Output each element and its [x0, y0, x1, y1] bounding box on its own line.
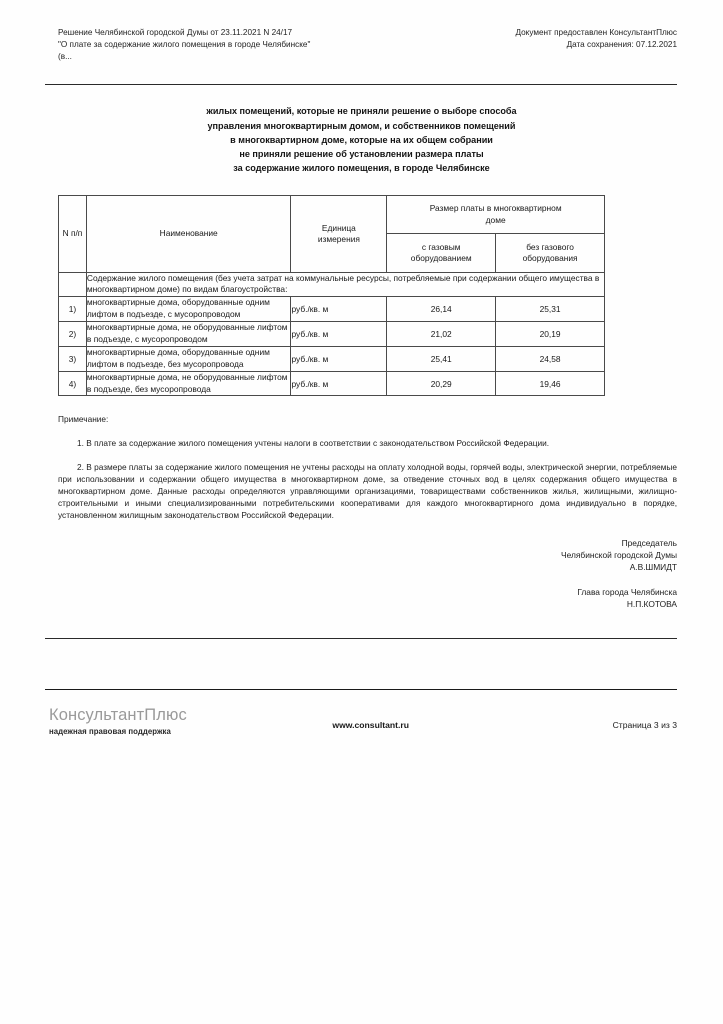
- note-item: 1. В плате за содержание жилого помещения учтены налоги в соответствии с законодательством Российской Федерации.: [77, 438, 550, 449]
- page-title-line-4: не приняли решение об установлении размера платы: [239, 149, 484, 160]
- table-description-row: [59, 272, 605, 296]
- table-cell-name: многоквартирные дома, не оборудованные лифтом в подъезде, без мусоропровода: [86, 371, 291, 396]
- table-cell-with-gas: 21,02: [387, 321, 496, 346]
- signature-role: Глава города Челябинска: [577, 587, 677, 598]
- header-divider: [45, 84, 677, 85]
- table-cell-with-gas: 25,41: [387, 346, 496, 371]
- table-cell-with-gas: 26,14: [387, 297, 496, 322]
- table-cell-without-gas: 25,31: [496, 297, 605, 322]
- table-header-without-gas-line-2: оборудования: [522, 253, 578, 264]
- table-cell-number: 1): [59, 297, 87, 322]
- table-header-with-gas-line-1: с газовым: [421, 241, 461, 252]
- table-header-rate-group: [387, 195, 605, 234]
- table-header-number: N п/п: [59, 195, 87, 272]
- document-footer: [0, 690, 723, 735]
- table-row: [59, 297, 605, 322]
- table-cell-name: многоквартирные дома, оборудованные одним лифтом в подъезде, с мусоропроводом: [86, 297, 291, 322]
- header-reference-line-3: (в...: [58, 52, 72, 62]
- table-cell-without-gas: 19,46: [496, 371, 605, 396]
- rates-table: [58, 195, 605, 397]
- page-title: [0, 104, 723, 175]
- table-header-unit: [291, 195, 387, 272]
- table-cell-with-gas: 20,29: [387, 371, 496, 396]
- table-cell-name: многоквартирные дома, не оборудованные лифтом в подъезде, с мусоропроводом: [86, 321, 291, 346]
- table-header-without-gas-line-1: без газового: [526, 241, 574, 252]
- table-header-without-gas: [496, 234, 605, 273]
- brand-tagline: надежная правовая поддержка: [49, 726, 171, 736]
- signature-mayor: [0, 586, 677, 610]
- footer-divider-upper: [45, 638, 677, 639]
- table-cell-name: многоквартирные дома, оборудованные одним лифтом в подъезде, без мусоропровода: [86, 346, 291, 371]
- table-header-name: Наименование: [86, 195, 291, 272]
- signature-name: Н.П.КОТОВА: [626, 599, 677, 610]
- table-cell-without-gas: 20,19: [496, 321, 605, 346]
- header-document-reference: [58, 27, 310, 63]
- table-row: [59, 371, 605, 396]
- table-header-unit-line-1: Единица: [321, 222, 356, 233]
- table-cell-unit: руб./кв. м: [291, 297, 387, 322]
- rates-table-container: [0, 176, 723, 397]
- signature-chairman: [0, 537, 677, 573]
- header-provided-by: Документ предоставлен КонсультантПлюс: [515, 28, 677, 37]
- table-row: [59, 346, 605, 371]
- table-row: [59, 321, 605, 346]
- header-provider-info: [515, 27, 677, 51]
- table-header-rate-group-line-2: доме: [485, 214, 506, 225]
- signature-role: Председатель: [621, 537, 677, 548]
- table-cell-without-gas: 24,58: [496, 346, 605, 371]
- table-cell-number: 4): [59, 371, 87, 396]
- page-title-line-3: в многоквартирном доме, которые на их общем собрании: [230, 134, 493, 145]
- page-title-line-2: управления многоквартирным домом, и собственников помещений: [207, 120, 516, 131]
- notes-label: Примечание:: [58, 414, 109, 425]
- footer-page-number: Страница 3 из 3: [612, 720, 677, 731]
- note-item: 2. В размере платы за содержание жилого помещения не учтены расходы на оплату холодной воды, горячей воды, электрической энергии, потребляемые при использовании и содержании общего имущества в многоквартирном доме, за отведение сточных вод в целях содержания общего имущества в многоквартирном доме. Данные расходы определяются управляющими организациями, товариществами собственников жилья, жилищными, жилищно-строительными и иными специализированными потребительскими кооперативами для каждого многоквартирного дома индивидуально в порядке, установленном жилищным законодательством Российской Федерации.: [58, 462, 677, 520]
- table-cell-unit: руб./кв. м: [291, 371, 387, 396]
- signature-org: Челябинской городской Думы: [561, 549, 677, 560]
- table-cell-number: 3): [59, 346, 87, 371]
- notes-section: [0, 396, 723, 521]
- table-header-with-gas-line-2: оборудованием: [410, 253, 472, 264]
- table-cell-number: 2): [59, 321, 87, 346]
- table-cell-unit: руб./кв. м: [291, 321, 387, 346]
- header-reference-line-2: "О плате за содержание жилого помещения в городе Челябинске": [58, 40, 311, 50]
- table-header-rate-group-line-1: Размер платы в многоквартирном: [429, 203, 562, 214]
- table-description-number-cell: [59, 272, 87, 296]
- header-reference-line-1: Решение Челябинской городской Думы от 23.11.2021 N 24/17: [58, 28, 293, 37]
- signature-block: [0, 522, 723, 610]
- table-header-unit-line-2: измерения: [317, 233, 360, 244]
- document-header: [0, 0, 723, 63]
- signature-name: А.В.ШМИДТ: [629, 561, 677, 572]
- brand-name: КонсультантПлюс: [49, 706, 187, 725]
- table-header-row-1: [59, 195, 605, 234]
- table-description-text: Содержание жилого помещения (без учета затрат на коммунальные ресурсы, потребляемые при содержании общего имущества в многоквартирном доме) по видам благоустройства:: [86, 272, 604, 296]
- table-cell-unit: руб./кв. м: [291, 346, 387, 371]
- header-saved-date: Дата сохранения: 07.12.2021: [566, 40, 677, 50]
- page-title-line-1: жилых помещений, которые не приняли решение о выборе способа: [206, 106, 517, 117]
- page-title-line-5: за содержание жилого помещения, в городе Челябинске: [233, 163, 490, 174]
- footer-website-url[interactable]: www.consultant.ru: [332, 720, 409, 731]
- consultant-plus-logo: [49, 707, 187, 735]
- table-header-with-gas: [387, 234, 496, 273]
